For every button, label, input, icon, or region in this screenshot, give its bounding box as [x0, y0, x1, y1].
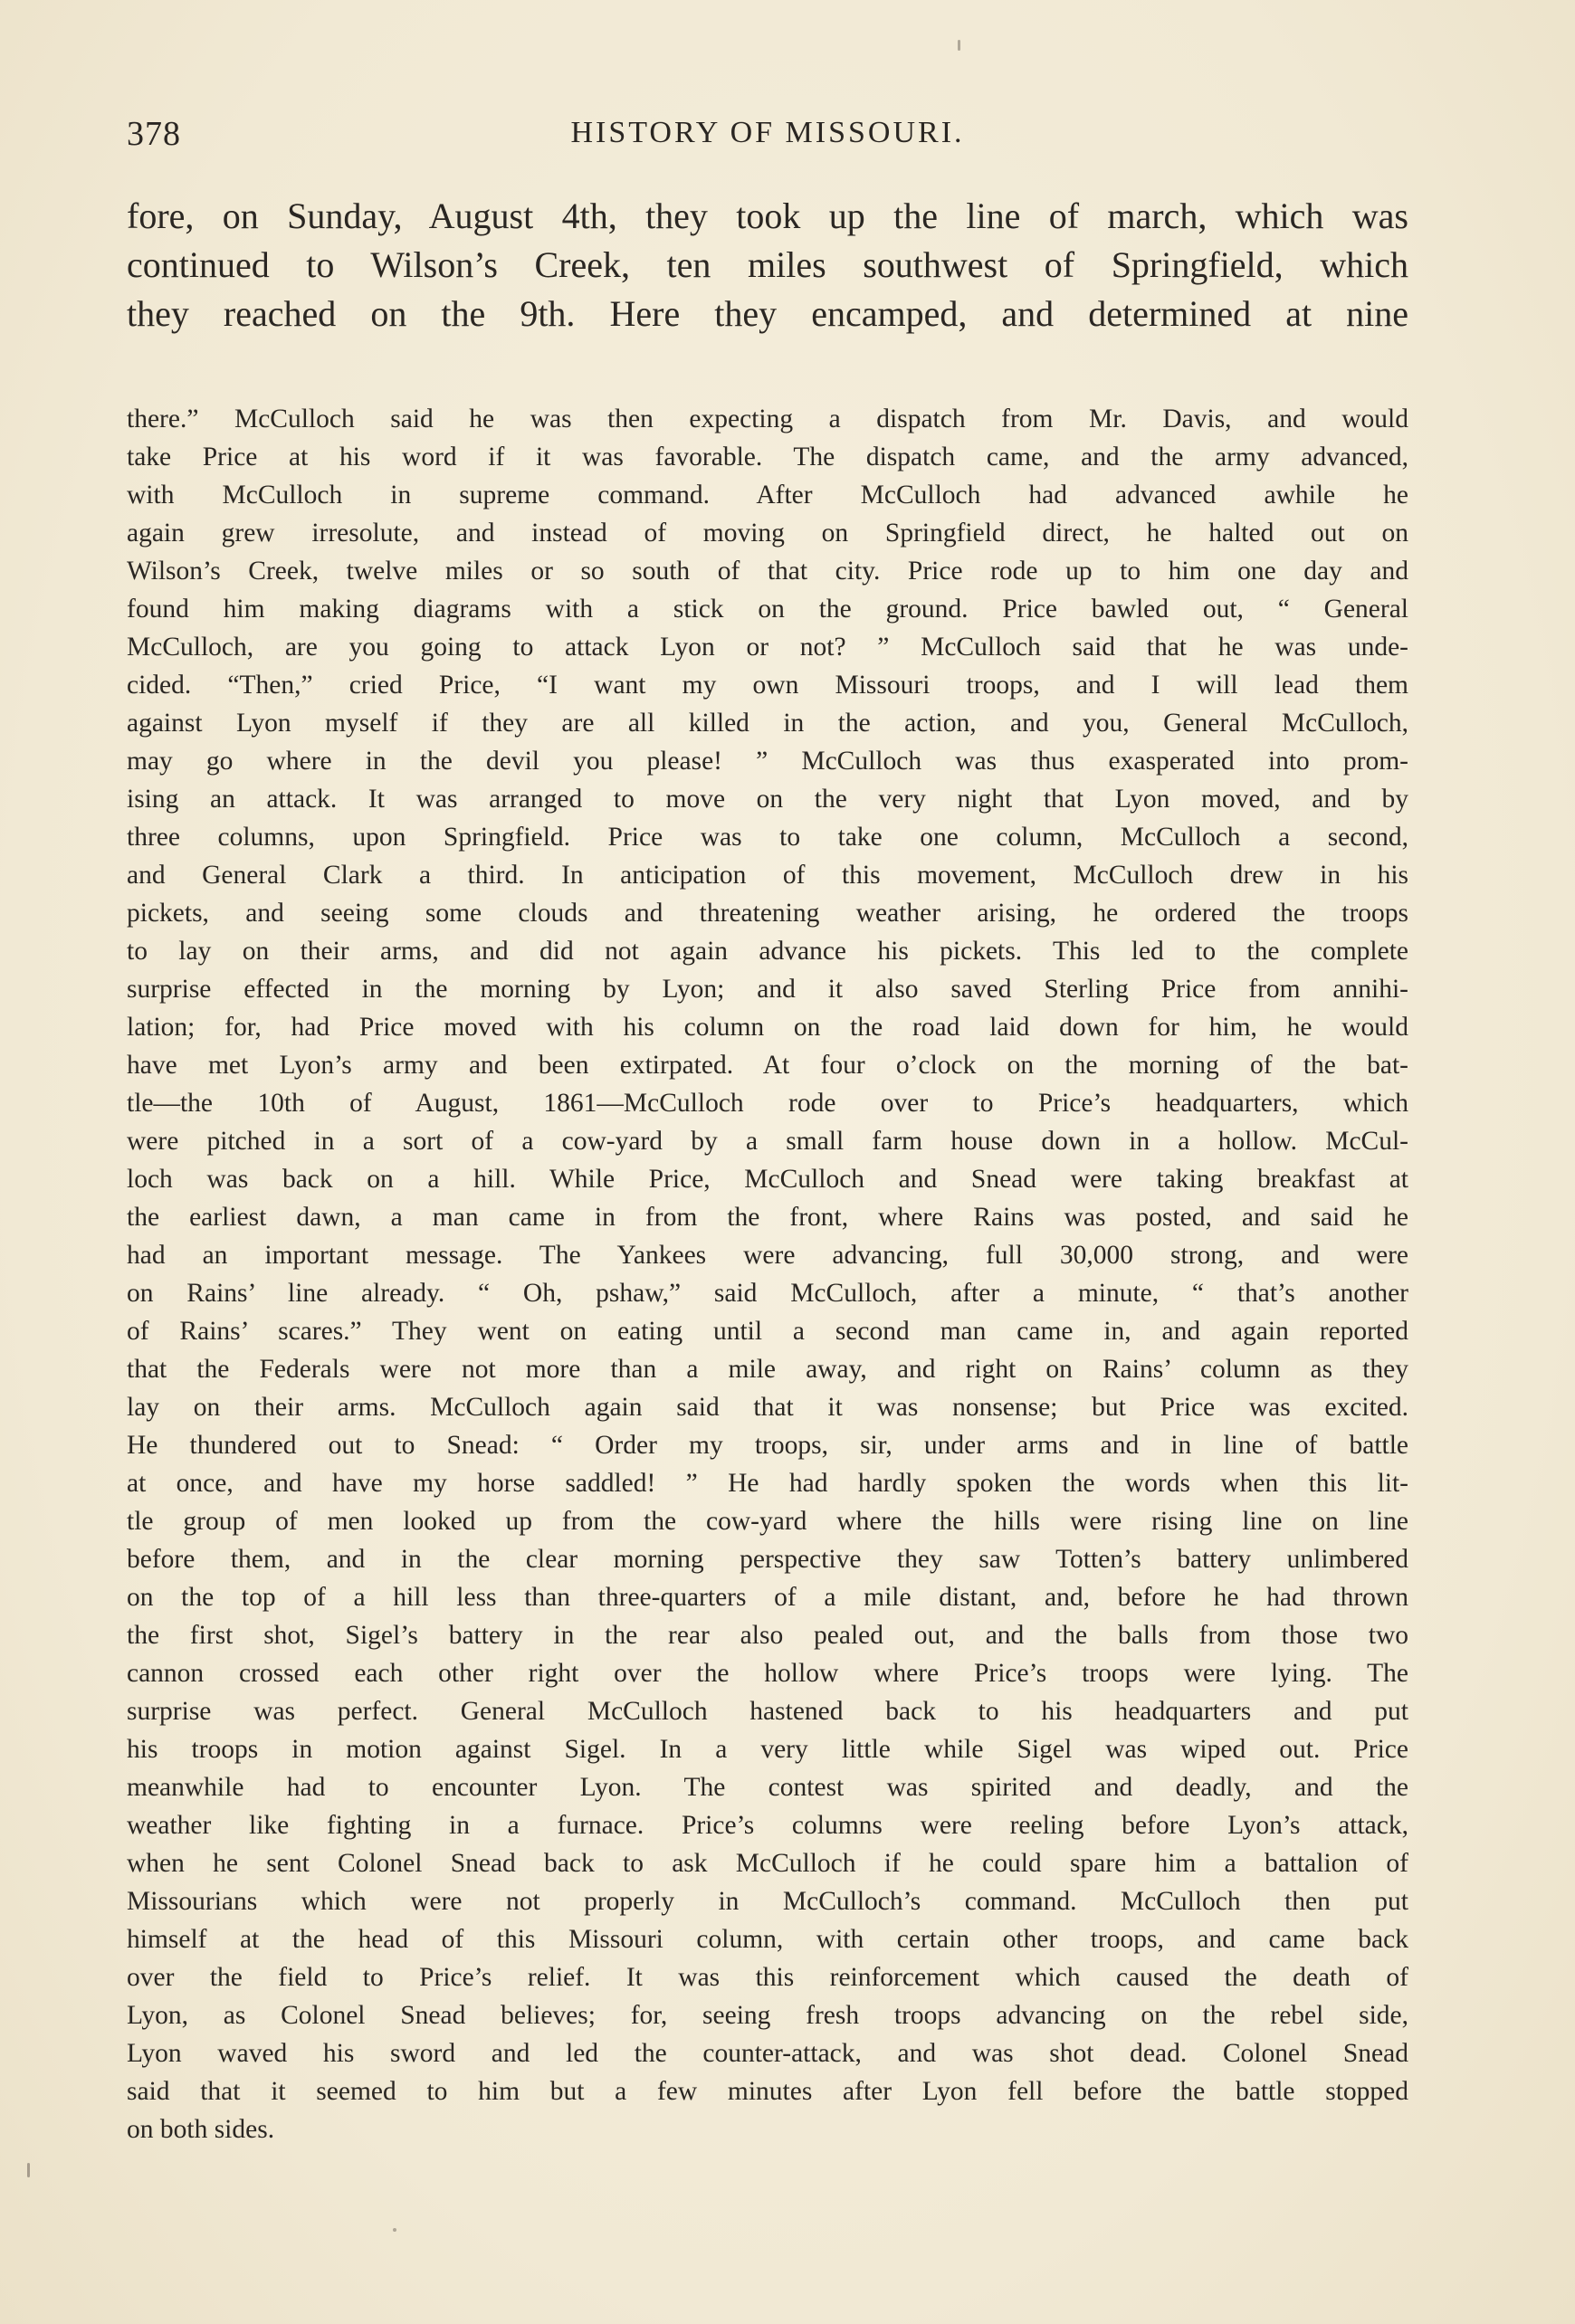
- quoted-line: his troops in motion against Sigel. In a very little while Sigel was wiped out. Price: [127, 1735, 1408, 1764]
- quoted-line: Missourians which were not properly in McCulloch’s command. McCulloch then put: [127, 1887, 1408, 1916]
- page-number: 378: [127, 115, 181, 153]
- quoted-line: tle—the 10th of August, 1861—McCulloch rode over to Price’s headquarters, which: [127, 1089, 1408, 1118]
- quoted-line: have met Lyon’s army and been extirpated. At four o’clock on the morning of the bat-: [127, 1051, 1408, 1080]
- ink-speck: [958, 40, 960, 51]
- quoted-line: the first shot, Sigel’s battery in the rear also pealed out, and the balls from those two: [127, 1621, 1408, 1650]
- quoted-line: Lyon waved his sword and led the counter-attack, and was shot dead. Colonel Snead: [127, 2039, 1408, 2068]
- ink-speck: [27, 2163, 30, 2177]
- quoted-line: surprise effected in the morning by Lyon; and it also saved Sterling Price from annihi-: [127, 975, 1408, 1004]
- quoted-line: tle group of men looked up from the cow-yard where the hills were rising line on line: [127, 1507, 1408, 1536]
- quoted-line: found him making diagrams with a stick on the ground. Price bawled out, “ General: [127, 595, 1408, 624]
- quoted-line: may go where in the devil you please! ” McCulloch was thus exasperated into prom-: [127, 747, 1408, 776]
- quoted-line: had an important message. The Yankees were advancing, full 30,000 strong, and were: [127, 1241, 1408, 1270]
- running-title: HISTORY OF MISSOURI.: [570, 116, 965, 149]
- quoted-line: on the top of a hill less than three-quarters of a mile distant, and, before he had thrown: [127, 1583, 1408, 1612]
- quoted-line: again grew irresolute, and instead of moving on Springfield direct, he halted out on: [127, 519, 1408, 548]
- quoted-line: meanwhile had to encounter Lyon. The contest was spirited and deadly, and the: [127, 1773, 1408, 1802]
- quoted-line: take Price at his word if it was favorable. The dispatch came, and the army advanced,: [127, 443, 1408, 471]
- quoted-line: himself at the head of this Missouri column, with certain other troops, and came back: [127, 1925, 1408, 1954]
- quoted-line: the earliest dawn, a man came in from the front, where Rains was posted, and said he: [127, 1203, 1408, 1232]
- quoted-line: to lay on their arms, and did not again advance his pickets. This led to the complete: [127, 937, 1408, 966]
- quoted-line: pickets, and seeing some clouds and threatening weather arising, he ordered the troops: [127, 899, 1408, 928]
- ink-speck: [393, 2228, 396, 2232]
- quoted-line: at once, and have my horse saddled! ” He had hardly spoken the words when this lit-: [127, 1469, 1408, 1498]
- quoted-line: surprise was perfect. General McCulloch hastened back to his headquarters and put: [127, 1697, 1408, 1726]
- quoted-line: lay on their arms. McCulloch again said that it was nonsense; but Price was excited.: [127, 1393, 1408, 1422]
- lead-line: they reached on the 9th. Here they encamped, and determined at nine: [127, 293, 1408, 334]
- quoted-line: three columns, upon Springfield. Price was to take one column, McCulloch a second,: [127, 823, 1408, 852]
- quoted-line: said that it seemed to him but a few minutes after Lyon fell before the battle stopped: [127, 2077, 1408, 2106]
- quoted-line: weather like fighting in a furnace. Price’s columns were reeling before Lyon’s attack,: [127, 1811, 1408, 1840]
- quoted-line: on both sides.: [127, 2115, 275, 2144]
- quoted-line: Lyon, as Colonel Snead believes; for, seeing fresh troops advancing on the rebel side,: [127, 2001, 1408, 2030]
- quoted-line: Wilson’s Creek, twelve miles or so south of that city. Price rode up to him one day and: [127, 557, 1408, 586]
- quoted-line: there.” McCulloch said he was then expecting a dispatch from Mr. Davis, and would: [127, 405, 1408, 433]
- lead-line: continued to Wilson’s Creek, ten miles southwest of Springfield, which: [127, 244, 1408, 285]
- quoted-line: over the field to Price’s relief. It was this reinforcement which caused the death of: [127, 1963, 1408, 1992]
- quoted-line: loch was back on a hill. While Price, McCulloch and Snead were taking breakfast at: [127, 1165, 1408, 1194]
- quoted-line: and General Clark a third. In anticipation of this movement, McCulloch drew in his: [127, 861, 1408, 890]
- quoted-line: when he sent Colonel Snead back to ask McCulloch if he could spare him a battalion of: [127, 1849, 1408, 1878]
- quoted-line: of Rains’ scares.” They went on eating until a second man came in, and again reported: [127, 1317, 1408, 1346]
- lead-line: fore, on Sunday, August 4th, they took up the line of march, which was: [127, 195, 1408, 236]
- quoted-line: lation; for, had Price moved with his column on the road laid down for him, he would: [127, 1013, 1408, 1042]
- quoted-line: on Rains’ line already. “ Oh, pshaw,” said McCulloch, after a minute, “ that’s another: [127, 1279, 1408, 1308]
- quoted-line: cided. “Then,” cried Price, “I want my own Missouri troops, and I will lead them: [127, 671, 1408, 700]
- quoted-line: that the Federals were not more than a mile away, and right on Rains’ column as they: [127, 1355, 1408, 1384]
- quoted-line: cannon crossed each other right over the hollow where Price’s troops were lying. The: [127, 1659, 1408, 1688]
- lead-paragraph: [127, 192, 1408, 338]
- quoted-line: against Lyon myself if they are all killed in the action, and you, General McCulloch,: [127, 709, 1408, 738]
- quoted-line: with McCulloch in supreme command. After McCulloch had advanced awhile he: [127, 481, 1408, 510]
- quoted-paragraph: [127, 400, 1408, 2148]
- quoted-line: before them, and in the clear morning perspective they saw Totten’s battery unlimbered: [127, 1545, 1408, 1574]
- quoted-line: ising an attack. It was arranged to move on the very night that Lyon moved, and by: [127, 785, 1408, 814]
- quoted-line: McCulloch, are you going to attack Lyon or not? ” McCulloch said that he was unde-: [127, 633, 1408, 662]
- page-header: [127, 114, 1408, 159]
- quoted-line: He thundered out to Snead: “ Order my troops, sir, under arms and in line of battle: [127, 1431, 1408, 1460]
- quoted-line: were pitched in a sort of a cow-yard by a small farm house down in a hollow. McCul-: [127, 1127, 1408, 1156]
